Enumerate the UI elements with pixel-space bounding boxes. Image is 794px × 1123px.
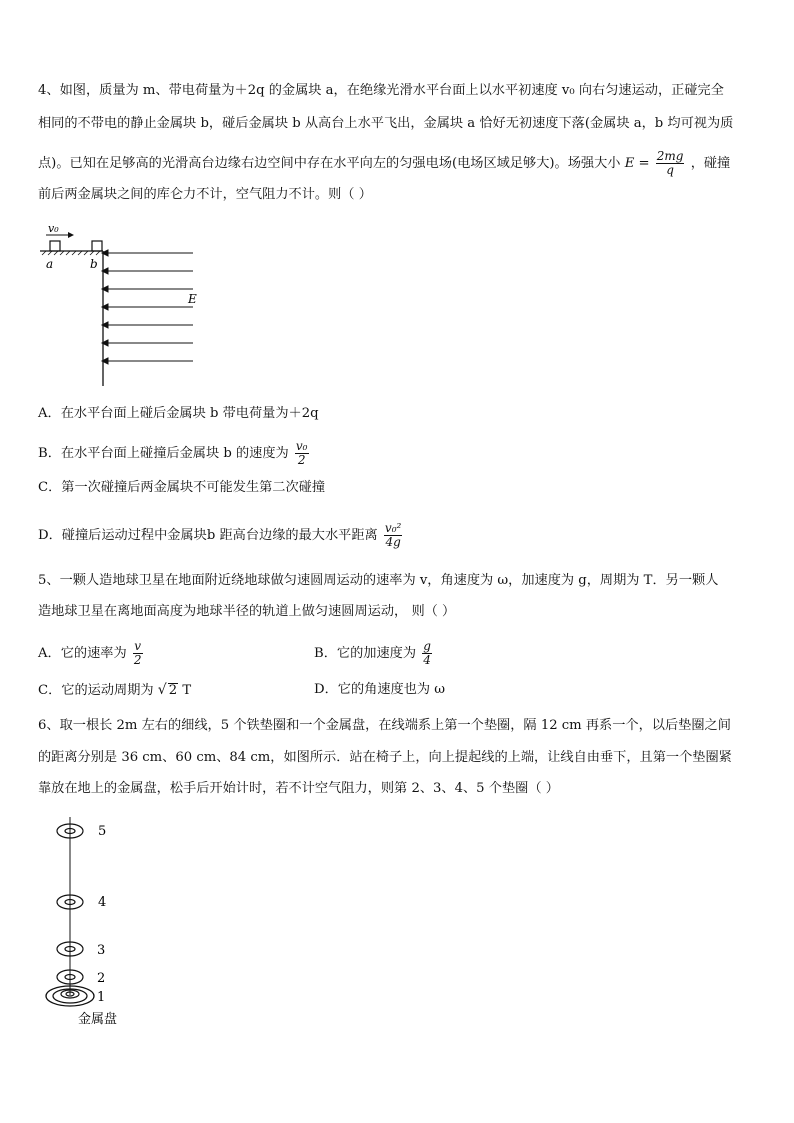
q4-option-b [38,440,311,467]
q4-line-3 [38,150,730,177]
q5-option-a-text: A．它的速率为 [38,646,127,661]
block-a [50,241,60,251]
q4-line-4: 前后两金属块之间的库仑力不计，空气阻力不计。则（ ） [38,187,372,202]
field-fraction [656,150,685,177]
q4-option-b-text: B．在水平台面上碰撞后金属块 b 的速度为 [38,446,289,461]
washer-label-4: 4 [98,895,107,910]
v0-arrowhead [68,232,74,238]
q4-option-a: A．在水平台面上碰后金属块 b 带电荷量为＋2q [38,406,319,421]
q4-option-d [38,522,404,549]
q4-option-d-fraction [384,522,402,549]
q5-option-c-text: C．它的运动周期为 [38,683,154,698]
washer-label-3: 3 [97,943,106,958]
q5-line-2: 造地球卫星在离地面高度为地球半径的轨道上做匀速圆周运动， 则（ ） [38,604,456,619]
q4-line-3-text: 点)。已知在足够高的光滑高台边缘右边空间中存在水平向左的匀强电场(电场区域足够大)。场强大小 [38,156,621,171]
fraction-denominator: 2 [133,653,142,667]
q4-line-3-tail: ，碰撞 [690,156,731,171]
washer-label-5: 5 [98,824,107,839]
q6-line-2: 的距离分别是 36 cm、60 cm、84 cm，如图所示．站在椅子上，向上提起线的上端，让线自由垂下，且第一个垫圈紧 [38,750,732,765]
fraction-denominator: 4g [385,535,401,549]
q5-option-b-text: B．它的加速度为 [314,646,417,661]
electric-field-lines [102,250,193,364]
label-E: E [188,292,197,306]
q5-line-1: 5、一颗人造地球卫星在地面附近绕地球做匀速圆周运动的速率为 v，角速度为 ω，加速度为 g，周期为 T．另一颗人 [38,573,719,588]
q4-figure [38,220,203,390]
fraction-numerator: g [423,639,431,653]
q5-option-a [38,640,145,667]
q4-line-2: 相同的不带电的静止金属块 b，碰后金属块 b 从高台上水平飞出，金属块 a 恰好无初速度下落(金属块 a，b 均可视为质 [38,116,734,131]
block-b [92,241,102,251]
fraction-numerator: v [134,639,142,653]
washer-label-1: 1 [97,990,106,1005]
q5-option-b [314,640,434,667]
field-fraction-numerator: 2mg [656,149,684,163]
q6-line-1: 6、取一根长 2m 左右的细线，5 个铁垫圈和一个金属盘，在线端系上第一个垫圈，隔 12 cm 再系一个，以后垫圈之间 [38,718,731,733]
fraction-denominator: 2 [297,453,306,467]
q6-line-3: 靠放在地上的金属盘，松手后开始计时，若不计空气阻力，则第 2、3、4、5 个垫圈（ ） [38,781,559,796]
label-a: a [46,257,54,271]
sqrt-radicand: 2 [168,683,178,698]
v0-label: v₀ [48,222,59,235]
q4-option-c: C．第一次碰撞后两金属块不可能发生第二次碰撞 [38,480,326,495]
metal-plate-label: 金属盘 [78,1012,118,1027]
field-strength-expression [624,149,691,177]
q4-option-d-text: D．碰撞后运动过程中金属块b 距高台边缘的最大水平距离 [38,528,378,543]
washer-label-2: 2 [97,971,106,986]
label-b: b [90,257,98,271]
fraction-denominator: 4 [423,653,431,667]
sqrt-sign: √ [157,682,167,698]
fraction-numerator: v₀² [384,521,402,535]
q6-washer-figure [40,815,160,1030]
q5-option-c-suffix: T [182,683,192,698]
q4-line-1: 4、如图，质量为 m、带电荷量为＋2q 的金属块 a，在绝缘光滑水平台面上以水平初速度 v₀ 向右匀速运动，正碰完全 [38,83,724,98]
q5-option-b-fraction [422,640,432,667]
q5-option-d: D．它的角速度也为 ω [314,682,446,697]
q5-option-c [38,681,191,700]
fraction-numerator: v₀ [295,439,308,453]
field-symbol: E = [624,156,650,171]
q4-option-b-fraction [295,440,309,467]
field-fraction-denominator: q [666,163,674,177]
q5-option-a-fraction [133,640,143,667]
